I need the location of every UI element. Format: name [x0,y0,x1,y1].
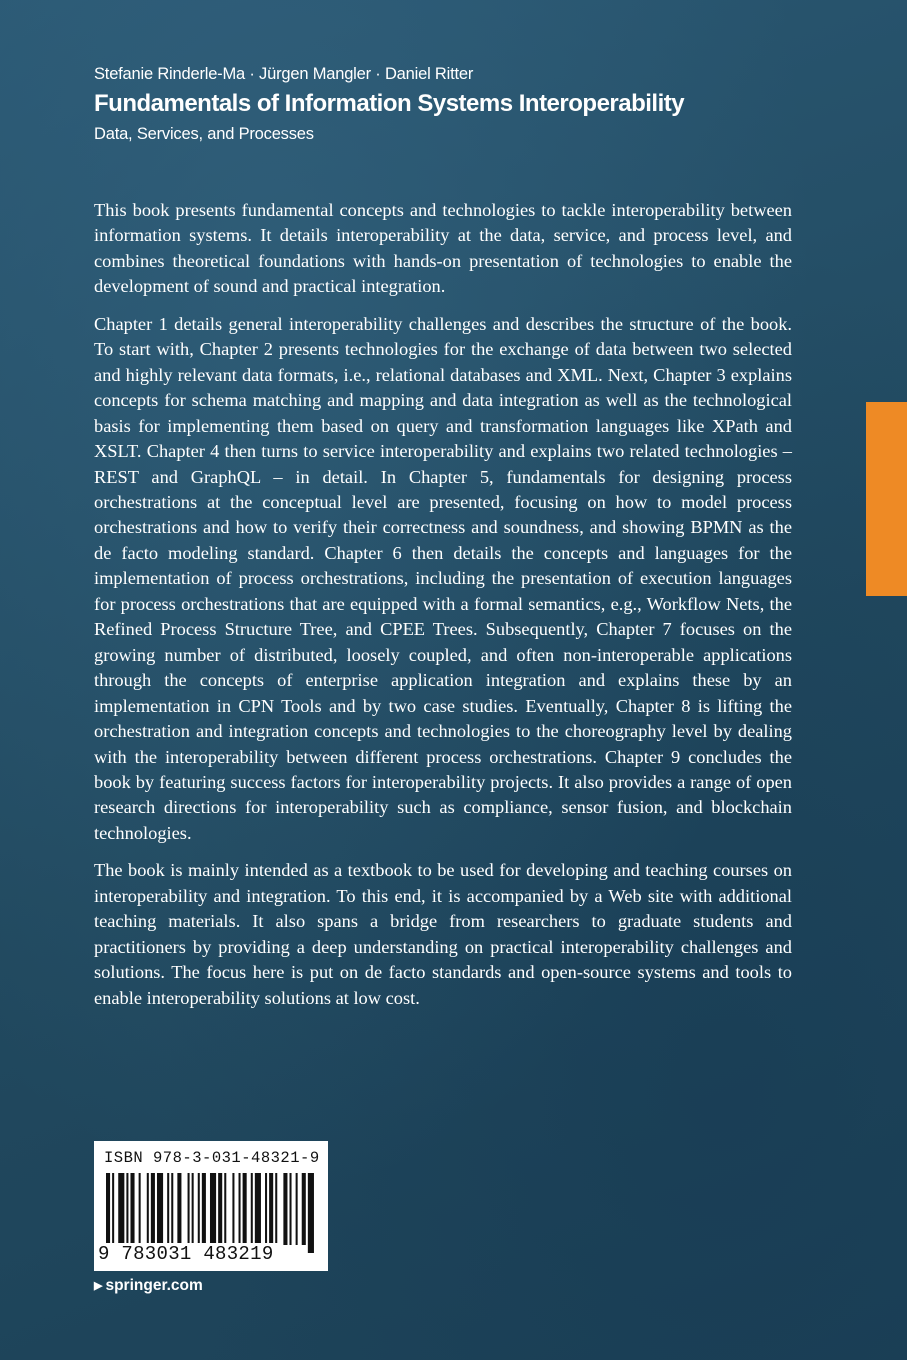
barcode-bar [239,1173,241,1245]
barcode-bar [126,1173,128,1245]
barcode-bar [218,1173,222,1245]
barcode-bar [147,1173,149,1245]
publisher-url[interactable] [94,1275,203,1297]
barcode-bars [106,1173,316,1253]
barcode-bar [290,1173,292,1245]
barcode-bar [269,1173,273,1245]
barcode-bar [118,1173,124,1245]
barcode-bar [188,1173,190,1245]
barcode-bar [177,1173,181,1245]
isbn-barcode [94,1141,328,1271]
blurb [94,198,792,1023]
barcode-bar [167,1173,169,1245]
barcode-bar [243,1173,247,1245]
arrow-right-icon: ▶ [94,1280,103,1292]
barcode-bar [265,1173,267,1245]
book-subtitle: Data, Services, and Processes [94,125,314,143]
barcode-bar [232,1173,234,1245]
barcode-bar [255,1173,261,1245]
orange-accent-tab [866,402,907,596]
cover-header [94,62,834,147]
barcode-bar [171,1173,173,1245]
book-title: Fundamentals of Information Systems Interoperability [94,90,685,117]
barcode-bar [224,1173,226,1245]
barcode-bar [157,1173,163,1245]
blurb-paragraph-intro: This book presents fundamental concepts and technologies to tackle interoperability between information systems. It details interoperability at the data, service, and process level, and combines theoretical foundations with hands-on presentation of technologies to enable the development of sound and practical integration. [94,200,792,297]
isbn-label: ISBN 978-3-031-48321-9 [104,1149,320,1167]
barcode-bar [202,1173,206,1245]
publisher-url-text: springer.com [105,1277,203,1294]
barcode-bar [198,1173,200,1245]
authors: Stefanie Rinderle-Ma · Jürgen Mangler · Daniel Ritter [94,65,474,83]
barcode-bar [130,1173,134,1245]
blurb-paragraph-audience: The book is mainly intended as a textbook to be used for developing and teaching courses on interoperability and integration. To this end, it is accompanied by a Web site with additional teaching materials. It also spans a bridge from researchers to graduate students and practitioners by providing a deep understanding on practical interoperability challenges and solutions. The focus here is put on de facto standards and open-source systems and tools to enable interoperability solutions at low cost. [94,860,792,1008]
barcode-bar [112,1173,114,1253]
barcode-bar [296,1173,298,1245]
barcode-bar [283,1173,287,1245]
blurb-paragraph-chapters: Chapter 1 details general interoperability challenges and describes the structure of the book. To start with, Chapter 2 presents technologies for the exchange of data between two selected and highly relevant data formats, i.e., relational databases and XML. Next, Chapter 3 explains concepts for schema matching and mapping and data integration as well as the technological basis for implementing them based on query and transformation languages like XPath and XSLT. Chapter 4 then turns to service interoperability and explains two related technologies – REST and GraphQL – in detail. In Chapter 5, fundamentals for designing process orchestrations at the conceptual level are presented, focusing on how to model process orchestrations and how to verify their correctness and soundness, and showing BPMN as the de facto modeling standard. Chapter 6 then details the concepts and languages for the implementation of process orchestrations, including the presentation of execution languages for process orchestrations that are equipped with a formal semantics, e.g., Workflow Nets, the Refined Process Structure Tree, and CPEE Trees. Subsequently, Chapter 7 focuses on the growing number of distributed, loosely coupled, and often non-interoperable applications through the concepts of enterprise application integration and explains these by an implementation in CPN Tools and by two case studies. Eventually, Chapter 8 is lifting the orchestration and integration concepts and technologies to the choreography level by dealing with the interoperability between different process orchestrations. Chapter 9 concludes the book by featuring success factors for interoperability projects. It also provides a range of open research directions for interoperability such as compliance, sensor fusion, and blockchain technologies. [94,313,792,843]
isbn-digits: 9 783031 483219 [98,1243,278,1265]
barcode-bar [151,1173,155,1245]
barcode-bar [210,1173,216,1253]
barcode-bar [302,1173,306,1245]
barcode-bar [106,1173,110,1253]
barcode-bar [251,1173,253,1245]
barcode-bar [308,1173,314,1253]
barcode-bar [192,1173,194,1245]
barcode-bar [139,1173,141,1245]
barcode-bar [275,1173,277,1245]
